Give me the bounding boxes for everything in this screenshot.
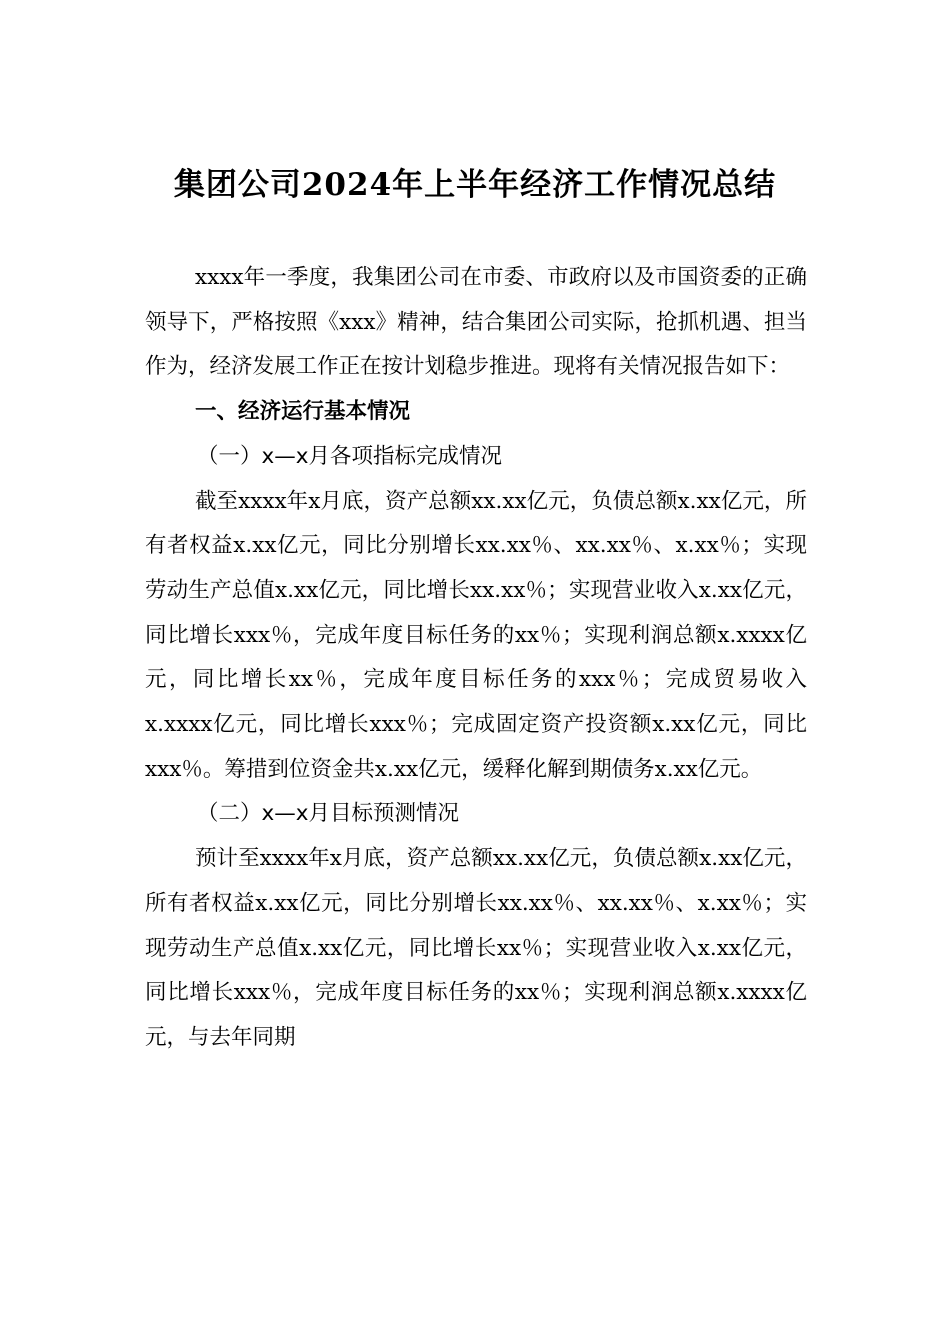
subsection-paragraph: 预计至xxxx年x月底，资产总额xx.xx亿元，负债总额x.xx亿元，所有者权益x.xx亿元，同比分别增长xx.xx％、xx.xx％、x.xx％；实现劳动生产总值x.xx亿元，同比增长xx％；实现营业收入x.xx亿元，同比增长xxx％，完成年度目标任务的xx％；实现利润总额x.xxxx亿元，与去年同期 xyxy=(145,846,807,1050)
subsection-heading: （二）x—x月目标预测情况 xyxy=(197,801,459,827)
intro-paragraph: xxxx年一季度，我集团公司在市委、市政府以及市国资委的正确领导下，严格按照《xxx》精神，结合集团公司实际，抢抓机遇、担当作为，经济发展工作正在按计划稳步推进。现将有关情况报告如下： xyxy=(145,265,807,380)
section-heading: 一、经济运行基本情况 xyxy=(195,399,411,425)
subsection-heading: （一）x—x月各项指标完成情况 xyxy=(197,443,502,469)
document-title: 集团公司2024年上半年经济工作情况总结 xyxy=(173,167,777,203)
document-body xyxy=(145,256,807,1061)
subsection-paragraph: 截至xxxx年x月底，资产总额xx.xx亿元，负债总额x.xx亿元，所有者权益x.xx亿元，同比分别增长xx.xx％、xx.xx％、x.xx％；实现劳动生产总值x.xx亿元，同比增长xx.xx％；实现营业收入x.xx亿元，同比增长xxx％，完成年度目标任务的xx％；实现利润总额x.xxxx亿元，同比增长xx％，完成年度目标任务的xxx％；完成贸易收入x.xxxx亿元，同比增长xxx％；完成固定资产投资额x.xx亿元，同比xxx％。筹措到位资金共x.xx亿元，缓释化解到期债务x.xx亿元。 xyxy=(145,488,807,782)
